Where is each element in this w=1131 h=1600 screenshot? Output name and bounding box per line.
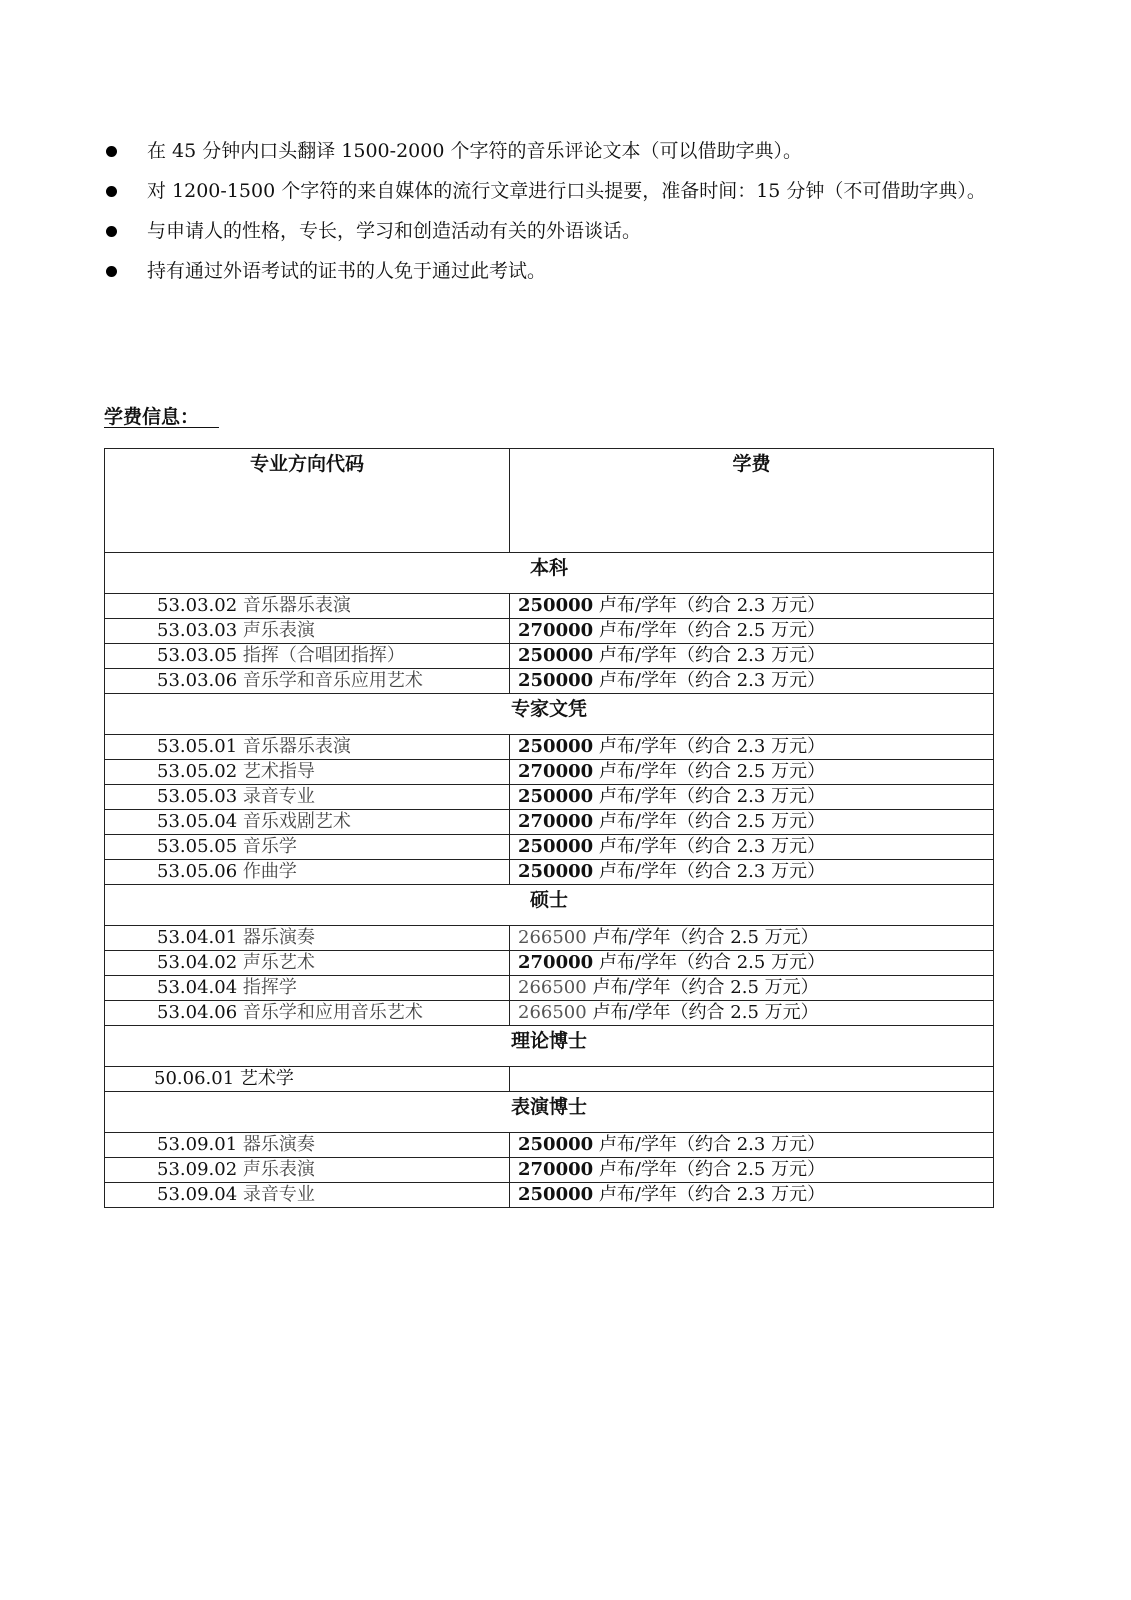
fee-cell bbox=[510, 926, 994, 951]
program-name: 音乐学 bbox=[242, 836, 297, 857]
program-cell bbox=[105, 735, 510, 760]
table-row bbox=[105, 951, 994, 976]
fee-cny: 2.5 bbox=[736, 1159, 766, 1180]
fee-amount: 270000 bbox=[518, 1159, 594, 1180]
program-name: 音乐学和音乐应用艺术 bbox=[242, 670, 423, 691]
requirement-text: 与申请人的性格，专长，学习和创造活动有关的外语谈话。 bbox=[147, 220, 642, 242]
fee-cell bbox=[510, 1067, 994, 1092]
fee-suffix: 卢布/学年（约合 bbox=[598, 620, 731, 641]
fee-cell bbox=[510, 1183, 994, 1208]
fee-cny: 2.5 bbox=[730, 927, 759, 948]
fee-cell bbox=[510, 1158, 994, 1183]
table-header-row bbox=[105, 449, 994, 553]
fee-cell bbox=[510, 1001, 994, 1026]
degree-level-label: 硕士 bbox=[105, 885, 994, 926]
fee-cell bbox=[510, 1133, 994, 1158]
program-code: 53.03.02 bbox=[157, 595, 238, 616]
program-cell bbox=[105, 1067, 510, 1092]
table-row bbox=[105, 1001, 994, 1026]
program-code: 53.09.02 bbox=[157, 1159, 238, 1180]
tuition-section-title: 学费信息： bbox=[104, 406, 200, 428]
fee-unit: 万元） bbox=[764, 977, 819, 998]
program-code: 53.05.04 bbox=[157, 811, 238, 832]
fee-suffix: 卢布/学年（约合 bbox=[598, 861, 731, 882]
table-row bbox=[105, 735, 994, 760]
program-code: 53.04.06 bbox=[157, 1002, 238, 1023]
fee-amount: 266500 bbox=[518, 927, 587, 948]
fee-cny: 2.3 bbox=[736, 836, 766, 857]
fee-unit: 万元） bbox=[771, 1184, 826, 1205]
program-name: 录音专业 bbox=[242, 786, 315, 807]
program-code: 53.05.01 bbox=[157, 736, 238, 757]
fee-unit: 万元） bbox=[771, 761, 826, 782]
program-code: 50.06.01 bbox=[154, 1068, 235, 1089]
fee-unit: 万元） bbox=[771, 811, 826, 832]
fee-amount: 250000 bbox=[518, 595, 594, 616]
requirement-item bbox=[104, 178, 994, 205]
fee-cny: 2.5 bbox=[730, 1002, 759, 1023]
requirement-text: 持有通过外语考试的证书的人免于通过此考试。 bbox=[147, 260, 547, 282]
fee-unit: 万元） bbox=[764, 1002, 819, 1023]
fee-cell bbox=[510, 835, 994, 860]
fee-suffix: 卢布/学年（约合 bbox=[598, 645, 731, 666]
program-code: 53.09.01 bbox=[157, 1134, 238, 1155]
fee-cell bbox=[510, 976, 994, 1001]
table-row bbox=[105, 835, 994, 860]
program-name: 艺术指导 bbox=[242, 761, 315, 782]
program-code: 53.09.04 bbox=[157, 1184, 238, 1205]
program-name: 音乐器乐表演 bbox=[242, 736, 351, 757]
bullet-icon bbox=[106, 226, 117, 237]
bullet-icon bbox=[106, 146, 117, 157]
table-row bbox=[105, 594, 994, 619]
table-row bbox=[105, 810, 994, 835]
fee-unit: 万元） bbox=[771, 1159, 826, 1180]
program-code: 53.04.02 bbox=[157, 952, 238, 973]
fee-amount: 250000 bbox=[518, 786, 594, 807]
fee-suffix: 卢布/学年（约合 bbox=[598, 1184, 731, 1205]
program-code: 53.03.05 bbox=[157, 645, 238, 666]
degree-level-label: 本科 bbox=[105, 553, 994, 594]
table-row bbox=[105, 860, 994, 885]
fee-cell bbox=[510, 785, 994, 810]
fee-suffix: 卢布/学年（约合 bbox=[598, 595, 731, 616]
fee-unit: 万元） bbox=[771, 836, 826, 857]
level-row bbox=[105, 1092, 994, 1133]
program-code: 53.05.06 bbox=[157, 861, 238, 882]
fee-unit: 万元） bbox=[771, 786, 826, 807]
requirement-text: 对 1200-1500 个字符的来自媒体的流行文章进行口头提要，准备时间：15 分钟（不可借助字典）。 bbox=[147, 180, 986, 202]
requirement-text: 在 45 分钟内口头翻译 1500-2000 个字符的音乐评论文本（可以借助字典）。 bbox=[147, 140, 802, 162]
program-cell bbox=[105, 1183, 510, 1208]
fee-suffix: 卢布/学年（约合 bbox=[598, 952, 731, 973]
fee-cell bbox=[510, 669, 994, 694]
table-row bbox=[105, 976, 994, 1001]
fee-unit: 万元） bbox=[771, 861, 826, 882]
fee-suffix: 卢布/学年（约合 bbox=[592, 1002, 725, 1023]
program-name: 器乐演奏 bbox=[242, 927, 315, 948]
fee-amount: 270000 bbox=[518, 952, 594, 973]
table-row bbox=[105, 926, 994, 951]
program-cell bbox=[105, 810, 510, 835]
program-cell bbox=[105, 785, 510, 810]
requirement-item bbox=[104, 258, 994, 285]
fee-suffix: 卢布/学年（约合 bbox=[598, 1159, 731, 1180]
fee-cell bbox=[510, 860, 994, 885]
table-row bbox=[105, 644, 994, 669]
bullet-icon bbox=[106, 186, 117, 197]
fee-cell bbox=[510, 644, 994, 669]
program-name: 声乐表演 bbox=[242, 620, 315, 641]
table-row bbox=[105, 1067, 994, 1092]
fee-cell bbox=[510, 810, 994, 835]
fee-amount: 250000 bbox=[518, 645, 594, 666]
fee-cny: 2.5 bbox=[736, 761, 766, 782]
fee-cell bbox=[510, 619, 994, 644]
requirement-item bbox=[104, 218, 994, 245]
program-name: 艺术学 bbox=[239, 1068, 294, 1089]
program-name: 声乐表演 bbox=[242, 1159, 315, 1180]
program-name: 录音专业 bbox=[242, 1184, 315, 1205]
program-cell bbox=[105, 1001, 510, 1026]
program-cell bbox=[105, 760, 510, 785]
program-name: 音乐器乐表演 bbox=[242, 595, 351, 616]
table-row bbox=[105, 619, 994, 644]
fee-amount: 250000 bbox=[518, 836, 594, 857]
fee-suffix: 卢布/学年（约合 bbox=[598, 811, 731, 832]
program-cell bbox=[105, 976, 510, 1001]
program-name: 器乐演奏 bbox=[242, 1134, 315, 1155]
fee-cny: 2.3 bbox=[736, 595, 766, 616]
level-row bbox=[105, 553, 994, 594]
program-name: 作曲学 bbox=[242, 861, 297, 882]
header-code: 专业方向代码 bbox=[105, 449, 510, 553]
table-row bbox=[105, 1133, 994, 1158]
fee-amount: 266500 bbox=[518, 1002, 587, 1023]
fee-unit: 万元） bbox=[771, 595, 826, 616]
fee-unit: 万元） bbox=[771, 952, 826, 973]
table-row bbox=[105, 1183, 994, 1208]
level-row bbox=[105, 885, 994, 926]
program-cell bbox=[105, 594, 510, 619]
program-cell bbox=[105, 669, 510, 694]
fee-suffix: 卢布/学年（约合 bbox=[598, 836, 731, 857]
fee-cny: 2.5 bbox=[736, 811, 766, 832]
table-row bbox=[105, 760, 994, 785]
fee-amount: 250000 bbox=[518, 670, 594, 691]
exam-requirements-list bbox=[104, 138, 994, 298]
fee-amount: 250000 bbox=[518, 861, 594, 882]
program-code: 53.03.03 bbox=[157, 620, 238, 641]
degree-level-label: 专家文凭 bbox=[105, 694, 994, 735]
fee-suffix: 卢布/学年（约合 bbox=[592, 927, 725, 948]
fee-cny: 2.5 bbox=[736, 952, 766, 973]
fee-unit: 万元） bbox=[771, 736, 826, 757]
fee-amount: 250000 bbox=[518, 1134, 594, 1155]
header-fee: 学费 bbox=[510, 449, 994, 553]
program-code: 53.03.06 bbox=[157, 670, 238, 691]
fee-amount: 270000 bbox=[518, 620, 594, 641]
fee-cell bbox=[510, 594, 994, 619]
fee-unit: 万元） bbox=[771, 670, 826, 691]
program-cell bbox=[105, 860, 510, 885]
program-cell bbox=[105, 1133, 510, 1158]
fee-cny: 2.3 bbox=[736, 736, 766, 757]
program-name: 指挥学 bbox=[242, 977, 297, 998]
fee-unit: 万元） bbox=[771, 1134, 826, 1155]
level-row bbox=[105, 694, 994, 735]
program-name: 声乐艺术 bbox=[242, 952, 315, 973]
fee-cny: 2.5 bbox=[736, 620, 766, 641]
fee-cny: 2.3 bbox=[736, 786, 766, 807]
table-row bbox=[105, 785, 994, 810]
fee-cny: 2.5 bbox=[730, 977, 759, 998]
program-cell bbox=[105, 835, 510, 860]
program-code: 53.05.02 bbox=[157, 761, 238, 782]
fee-cell bbox=[510, 760, 994, 785]
degree-level-label: 表演博士 bbox=[105, 1092, 994, 1133]
fee-cell bbox=[510, 951, 994, 976]
fee-cell bbox=[510, 735, 994, 760]
fee-suffix: 卢布/学年（约合 bbox=[598, 761, 731, 782]
fee-unit: 万元） bbox=[771, 620, 826, 641]
fee-suffix: 卢布/学年（约合 bbox=[598, 670, 731, 691]
program-cell bbox=[105, 619, 510, 644]
program-name: 音乐戏剧艺术 bbox=[242, 811, 351, 832]
fee-cny: 2.3 bbox=[736, 861, 766, 882]
fee-suffix: 卢布/学年（约合 bbox=[598, 1134, 731, 1155]
tuition-table bbox=[104, 448, 994, 1208]
requirement-item bbox=[104, 138, 994, 165]
fee-amount: 266500 bbox=[518, 977, 587, 998]
program-code: 53.04.01 bbox=[157, 927, 238, 948]
fee-unit: 万元） bbox=[764, 927, 819, 948]
fee-cny: 2.3 bbox=[736, 645, 766, 666]
program-code: 53.05.05 bbox=[157, 836, 238, 857]
fee-unit: 万元） bbox=[771, 645, 826, 666]
program-code: 53.04.04 bbox=[157, 977, 238, 998]
level-row bbox=[105, 1026, 994, 1067]
program-name: 指挥（合唱团指挥） bbox=[242, 645, 405, 666]
program-name: 音乐学和应用音乐艺术 bbox=[242, 1002, 423, 1023]
fee-amount: 250000 bbox=[518, 736, 594, 757]
program-cell bbox=[105, 644, 510, 669]
table-row bbox=[105, 669, 994, 694]
program-cell bbox=[105, 1158, 510, 1183]
fee-cny: 2.3 bbox=[736, 1184, 766, 1205]
fee-suffix: 卢布/学年（约合 bbox=[592, 977, 725, 998]
fee-amount: 270000 bbox=[518, 761, 594, 782]
bullet-icon bbox=[106, 266, 117, 277]
program-code: 53.05.03 bbox=[157, 786, 238, 807]
degree-level-label: 理论博士 bbox=[105, 1026, 994, 1067]
table-row bbox=[105, 1158, 994, 1183]
fee-suffix: 卢布/学年（约合 bbox=[598, 786, 731, 807]
fee-cny: 2.3 bbox=[736, 670, 766, 691]
program-cell bbox=[105, 951, 510, 976]
fee-suffix: 卢布/学年（约合 bbox=[598, 736, 731, 757]
fee-amount: 250000 bbox=[518, 1184, 594, 1205]
fee-cny: 2.3 bbox=[736, 1134, 766, 1155]
fee-amount: 270000 bbox=[518, 811, 594, 832]
program-cell bbox=[105, 926, 510, 951]
